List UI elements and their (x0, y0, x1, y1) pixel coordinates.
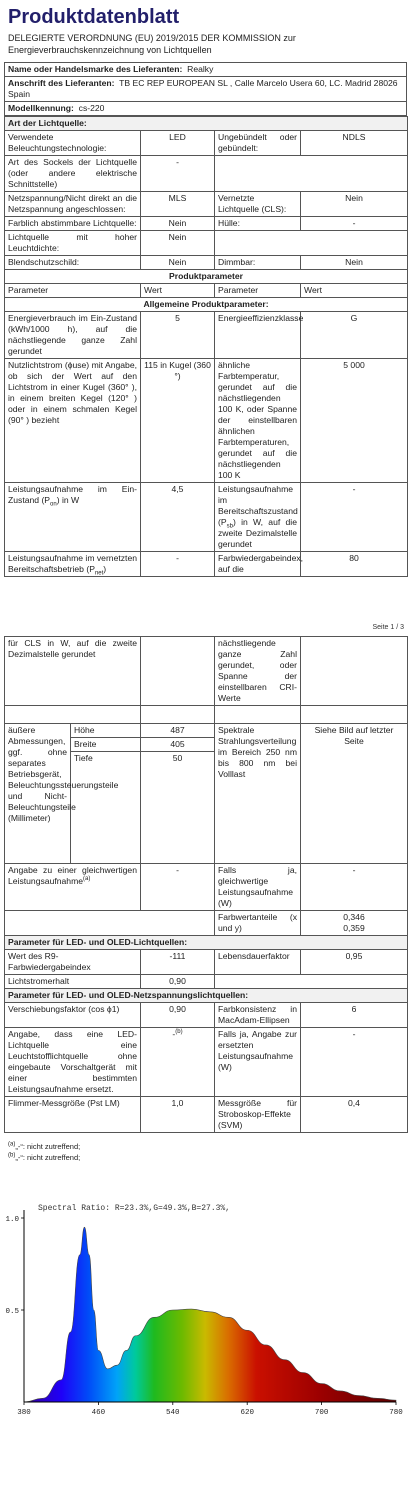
tech-label: Verwendete Beleuchtungstechnologie: (5, 131, 141, 156)
equiv-w-label: Falls ja, gleichwertige Leistungsaufnahme (W) (215, 864, 301, 911)
height-value: 487 (141, 724, 215, 738)
chart-title: Spectral Ratio: R=23.3%,G=49.3%,B=27.3%, (38, 1204, 231, 1213)
pon-label-unit: ) in W (56, 495, 80, 505)
pnet-value-continued (141, 637, 215, 706)
spectral-distribution-chart (0, 1190, 410, 1430)
survival-label: Lebensdauerfaktor (215, 950, 301, 975)
tech-value: LED (141, 131, 215, 156)
model-cell (5, 102, 407, 116)
x-tick-label: 620 (240, 1409, 254, 1417)
footnote-b-mark: (b) (8, 1152, 16, 1159)
replace-value-mark: (b) (175, 1029, 183, 1036)
datasheet-page-1 (4, 0, 407, 618)
spectrum-hatching (24, 1218, 396, 1402)
regulation-text: DELEGIERTE VERORDNUNG (EU) 2019/2015 DER KOMMISSION zur Energieverbrauchskennzeichnung von Lichtquellen (8, 33, 296, 55)
chroma-x-value: 0,346 (343, 912, 365, 922)
pnet-label (5, 552, 141, 577)
general-params-title: Allgemeine Produktparameter: (5, 298, 408, 312)
replace-w-value: - (301, 1028, 408, 1097)
cri-value: 80 (301, 552, 408, 577)
pon-value: 4,5 (141, 483, 215, 552)
hld-value: Nein (141, 231, 215, 256)
envelope-value: - (301, 217, 408, 231)
hld-label: Lichtquelle mit hoher Leuchtdichte: (5, 231, 141, 256)
mains-section-title: Parameter für LED- und OLED-Netzspannungslichtquellen: (5, 989, 408, 1003)
supplier-address-cell (5, 77, 407, 102)
supplier-address-label: Anschrift des Lieferanten: (8, 78, 115, 88)
cri-value-continued (301, 637, 408, 706)
energy-label: Energieverbrauch im Ein-Zustand (kWh/1000 h), auf die nächstliegende ganze Zahl gerundet (5, 312, 141, 359)
x-tick-label: 380 (17, 1409, 31, 1417)
model-value: cs-220 (78, 103, 105, 113)
cc-label: Farbkonsistenz in MacAdam-Ellipsen (215, 1003, 301, 1028)
blank-row-cell-1 (5, 706, 141, 724)
flux-value: 115 in Kugel (360 °) (141, 359, 215, 483)
maint-label: Lichtstromerhalt (5, 975, 141, 989)
chroma-y-value: 0,359 (343, 923, 365, 933)
flicker-label: Flimmer-Messgröße (Pst LM) (5, 1097, 141, 1133)
dims-label: äußere Abmessungen, ggf. ohne separates Betriebsgerät, Beleuchtungssteuerungsteile und Nicht-Beleuchtungsteile (Millimeter) (5, 724, 71, 864)
y-tick-label: 0.5 (5, 1308, 19, 1316)
chroma-label: Farbwertanteile (x und y) (215, 911, 301, 936)
pnet-label-unit: ) (103, 564, 107, 574)
page-title: Produktdatenblatt (8, 6, 180, 28)
chart-marks (5, 1210, 403, 1417)
socket-value: - (141, 156, 215, 192)
cri-label: Farbwiedergabeindex, auf die (215, 552, 301, 577)
tunable-label: Farblich abstimmbare Lichtquelle: (5, 217, 141, 231)
datasheet-page-2 (4, 636, 407, 1162)
blank-row-cell-4 (301, 706, 408, 724)
col-header-param-2: Parameter (215, 284, 301, 298)
cct-label: ähnliche Farbtemperatur, gerundet auf die nächstliegenden 100 K, oder Spanne der einstellbaren ähnlichen Farbtemperaturen, gerundet auf die nächstliegenden 100 K (215, 359, 301, 483)
footnote-a-text: „-“: nicht zutreffend; (15, 1142, 81, 1151)
dimmable-value: Nein (301, 256, 408, 270)
col-header-param-1: Parameter (5, 284, 141, 298)
footnote-a (4, 1141, 407, 1152)
lightsource-section-title: Art der Lichtquelle: (5, 117, 408, 131)
x-tick-label: 700 (314, 1409, 329, 1417)
params-section-title: Produktparameter (5, 270, 408, 284)
pon-label (5, 483, 141, 552)
pnet-label-sub: net (94, 570, 104, 577)
glare-label: Blendschutzschild: (5, 256, 141, 270)
cct-value: 5 000 (301, 359, 408, 483)
x-tick-label: 460 (91, 1409, 106, 1417)
class-value: G (301, 312, 408, 359)
psb-label (215, 483, 301, 552)
model-row (5, 102, 407, 116)
height-label: Höhe (71, 724, 141, 738)
tunable-value: Nein (141, 217, 215, 231)
pon-label-sub: on (50, 501, 57, 508)
flicker-value: 1,0 (141, 1097, 215, 1133)
pnet-value: - (141, 552, 215, 577)
cls-value: Nein (301, 192, 408, 217)
chroma-value (301, 911, 408, 936)
equiv-label-text: Angabe zu einer gleichwertigen Leistungsaufnahme (8, 865, 137, 886)
psb-label-sub: sb (226, 523, 233, 530)
r9-label: Wert des R9-Farbwiedergabeindex (5, 950, 141, 975)
led-section-title: Parameter für LED- und OLED-Lichtquellen: (5, 936, 408, 950)
x-tick-label: 540 (166, 1409, 180, 1417)
model-label: Modellkennung: (8, 103, 74, 113)
col-header-value-2: Wert (301, 284, 408, 298)
socket-label: Art des Sockels der Lichtquelle (oder andere elektrische Schnittstelle) (5, 156, 141, 192)
psb-label-text: Leistungsaufnahme im Bereitschaftszustand (P (218, 484, 298, 527)
blank-row-cell-3 (215, 706, 301, 724)
cls-label: Vernetzte Lichtquelle (CLS): (215, 192, 301, 217)
supplier-name-row (5, 63, 407, 77)
replace-w-label: Falls ja, Angabe zur ersetzten Leistungsaufnahme (W) (215, 1028, 301, 1097)
mains-label: Netzspannung/Nicht direkt an die Netzspannung angeschlossen: (5, 192, 141, 217)
depth-label: Tiefe (71, 752, 141, 864)
supplier-name-label: Name oder Handelsmarke des Lieferanten: (8, 64, 183, 74)
psb-label-unit: ) in W, auf die zweite Dezimalstelle gerundet (218, 517, 297, 549)
envelope-label: Hülle: (215, 217, 301, 231)
supplier-address-row (5, 77, 407, 102)
equiv-label (5, 864, 141, 911)
pf-label: Verschiebungsfaktor (cos ϕ1) (5, 1003, 141, 1028)
dimmable-label: Dimmbar: (215, 256, 301, 270)
equiv-label-mark: (a) (83, 876, 91, 883)
spd-label: Spektrale Strahlungsverteilung im Bereich 250 nm bis 800 nm bei Volllast (215, 724, 301, 864)
col-header-value-1: Wert (141, 284, 215, 298)
footnote-b (4, 1152, 407, 1163)
psb-value: - (301, 483, 408, 552)
unbundled-value: NDLS (301, 131, 408, 156)
r9-value: -111 (141, 950, 215, 975)
supplier-name-cell (5, 63, 407, 77)
cri-label-continued: nächstliegende ganze Zahl gerundet, oder Spanne der einstellbaren CRI-Werte (215, 637, 301, 706)
replace-value (141, 1028, 215, 1097)
lightsource-table (4, 116, 408, 577)
flux-label: Nutzlichtstrom (ɸuse) mit Angabe, ob sich der Wert auf den Lichtstrom in einer Kugel (360° ), in einem breiten Kegel (120° ) oder in einem schmalen Kegel (90° ) bezieht (5, 359, 141, 483)
cc-value: 6 (301, 1003, 408, 1028)
socket-empty (215, 156, 408, 192)
footnote-b-text: „-“: nicht zutreffend; (15, 1153, 81, 1162)
svm-label: Messgröße für Stroboskop-Effekte (SVM) (215, 1097, 301, 1133)
maint-value: 0,90 (141, 975, 215, 989)
supplier-name-value: Realky (187, 64, 214, 74)
supplier-table (4, 62, 407, 116)
page-number: Seite 1 / 3 (372, 624, 404, 631)
maint-empty (215, 975, 408, 989)
equiv-value: - (141, 864, 215, 911)
pnet-label-text: Leistungsaufnahme im vernetzten Bereitschaftsbetrieb (P (8, 553, 137, 574)
pnet-label-continued: für CLS in W, auf die zweite Dezimalstelle gerundet (5, 637, 141, 706)
width-value: 405 (141, 738, 215, 752)
replace-value-text: - (172, 1029, 176, 1039)
blank-row-cell-2 (141, 706, 215, 724)
dimensions-table (4, 636, 408, 1133)
hld-empty (215, 231, 408, 256)
unbundled-label: Ungebündelt oder gebündelt: (215, 131, 301, 156)
depth-value: 50 (141, 752, 215, 864)
class-label: Energieeffizienzklasse (215, 312, 301, 359)
x-tick-label: 780 (389, 1409, 403, 1417)
pf-value: 0,90 (141, 1003, 215, 1028)
equiv-w-value: - (301, 864, 408, 911)
glare-value: Nein (141, 256, 215, 270)
survival-value: 0,95 (301, 950, 408, 975)
footnote-a-mark: (a) (8, 1141, 16, 1148)
svm-value: 0,4 (301, 1097, 408, 1133)
spd-value: Siehe Bild auf letzter Seite (301, 724, 408, 864)
supplier-address-value: TB EC REP EUROPEAN SL , Calle Marcelo Usera 60, LC. Madrid 28026 Spain (8, 78, 398, 99)
replace-label: Angabe, dass eine LED-Lichtquelle eine Leuchtstofflichtquelle ohne eingebaute Vorschaltgerät mit einer bestimmten Leistungsaufnahme ersetzt. (5, 1028, 141, 1097)
chroma-empty (5, 911, 215, 936)
energy-value: 5 (141, 312, 215, 359)
y-tick-label: 1.0 (5, 1216, 19, 1224)
mains-value: MLS (141, 192, 215, 217)
width-label: Breite (71, 738, 141, 752)
pon-label-text: Leistungsaufnahme im Ein-Zustand (P (8, 484, 137, 505)
